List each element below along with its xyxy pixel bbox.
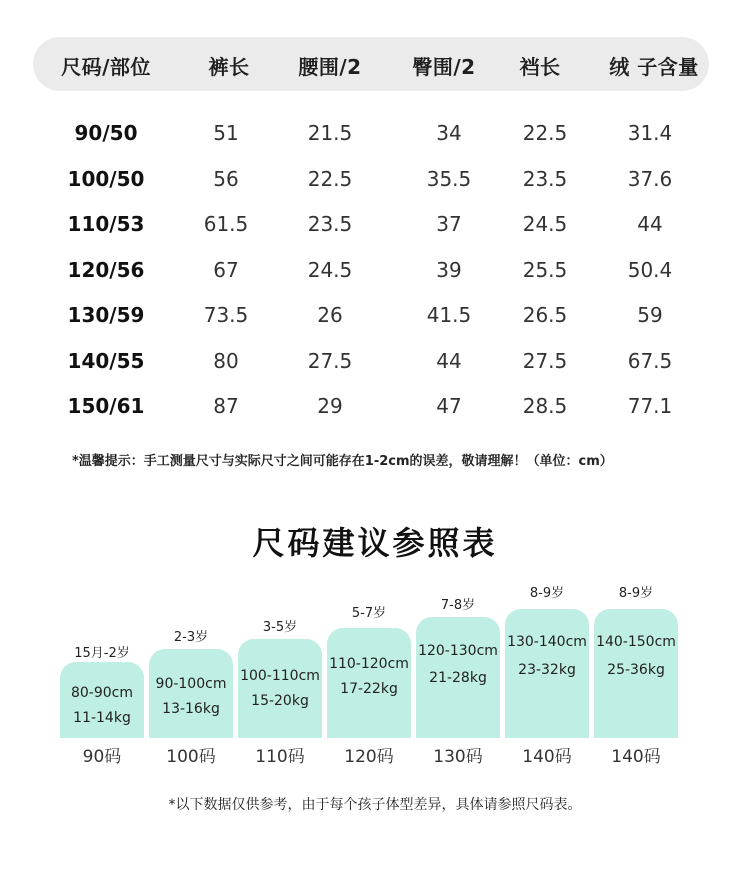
table-cell: 50.4 bbox=[627, 258, 673, 282]
table-cell: 59 bbox=[637, 303, 663, 327]
table-cell: 22.5 bbox=[522, 121, 568, 145]
age-label: 8-9岁 bbox=[529, 586, 565, 601]
height-range: 130-140cm bbox=[507, 634, 587, 650]
size-code-label: 90码 bbox=[82, 747, 122, 767]
table-cell: 35.5 bbox=[426, 167, 472, 191]
age-label: 5-7岁 bbox=[351, 606, 387, 621]
weight-range: 13-16kg bbox=[162, 701, 220, 717]
table-cell: 21.5 bbox=[307, 121, 353, 145]
table-cell: 41.5 bbox=[426, 303, 472, 327]
measurement-note: *温馨提示：手工测量尺寸与实际尺寸之间可能存在1-2cm的误差，敬请理解！（单位：cm） bbox=[72, 454, 613, 469]
table-cell: 87 bbox=[213, 394, 239, 418]
table-cell: 150/61 bbox=[67, 394, 145, 418]
table-cell: 44 bbox=[436, 349, 462, 373]
header-waist: 腰围/2 bbox=[298, 55, 362, 79]
size-code-label: 140码 bbox=[522, 747, 572, 767]
table-cell: 80 bbox=[213, 349, 239, 373]
table-cell: 37.6 bbox=[627, 167, 673, 191]
recommendation-title: 尺码建议参照表 bbox=[252, 524, 498, 562]
header-pants-length: 裤长 bbox=[208, 55, 250, 79]
height-range: 120-130cm bbox=[418, 643, 498, 659]
table-cell: 22.5 bbox=[307, 167, 353, 191]
table-cell: 110/53 bbox=[67, 212, 145, 236]
weight-range: 25-36kg bbox=[607, 662, 665, 678]
header-hip: 臀围/2 bbox=[412, 55, 476, 79]
table-cell: 25.5 bbox=[522, 258, 568, 282]
size-bar bbox=[594, 609, 678, 738]
table-cell: 90/50 bbox=[74, 121, 138, 145]
header-rise: 裆长 bbox=[519, 55, 561, 79]
table-cell: 120/56 bbox=[67, 258, 145, 282]
weight-range: 17-22kg bbox=[340, 681, 398, 697]
weight-range: 15-20kg bbox=[251, 693, 309, 709]
height-range: 110-120cm bbox=[329, 656, 409, 672]
size-bar bbox=[416, 617, 500, 738]
age-label: 15月-2岁 bbox=[74, 646, 130, 661]
table-row bbox=[0, 121, 750, 161]
table-cell: 130/59 bbox=[67, 303, 145, 327]
table-row bbox=[0, 394, 750, 434]
size-code-label: 130码 bbox=[433, 747, 483, 767]
table-cell: 56 bbox=[213, 167, 239, 191]
height-range: 90-100cm bbox=[155, 676, 227, 692]
height-range: 100-110cm bbox=[240, 668, 320, 684]
size-bar bbox=[149, 649, 233, 738]
table-cell: 31.4 bbox=[627, 121, 673, 145]
age-label: 3-5岁 bbox=[262, 620, 298, 635]
table-cell: 67 bbox=[213, 258, 239, 282]
age-label: 2-3岁 bbox=[173, 630, 209, 645]
table-cell: 24.5 bbox=[522, 212, 568, 236]
table-cell: 100/50 bbox=[67, 167, 145, 191]
weight-range: 21-28kg bbox=[429, 670, 487, 686]
table-cell: 27.5 bbox=[522, 349, 568, 373]
height-range: 140-150cm bbox=[596, 634, 676, 650]
table-cell: 47 bbox=[436, 394, 462, 418]
header-size: 尺码/部位 bbox=[61, 55, 151, 79]
table-row bbox=[0, 212, 750, 252]
table-cell: 23.5 bbox=[522, 167, 568, 191]
size-code-label: 120码 bbox=[344, 747, 394, 767]
size-bar bbox=[238, 639, 322, 738]
table-cell: 140/55 bbox=[67, 349, 145, 373]
table-cell: 39 bbox=[436, 258, 462, 282]
table-row bbox=[0, 303, 750, 343]
height-range: 80-90cm bbox=[70, 685, 133, 701]
table-cell: 37 bbox=[436, 212, 462, 236]
size-bar bbox=[505, 609, 589, 738]
table-cell: 28.5 bbox=[522, 394, 568, 418]
table-cell: 26.5 bbox=[522, 303, 568, 327]
table-row bbox=[0, 258, 750, 298]
reference-note: *以下数据仅供参考，由于每个孩子体型差异，具体请参照尺码表。 bbox=[168, 797, 582, 813]
size-code-label: 100码 bbox=[166, 747, 216, 767]
table-cell: 73.5 bbox=[203, 303, 249, 327]
table-cell: 34 bbox=[436, 121, 462, 145]
table-row bbox=[0, 349, 750, 389]
table-cell: 29 bbox=[317, 394, 343, 418]
weight-range: 23-32kg bbox=[518, 662, 576, 678]
age-label: 8-9岁 bbox=[618, 586, 654, 601]
header-fill-content: 绒 子含量 bbox=[609, 55, 699, 79]
table-cell: 44 bbox=[637, 212, 663, 236]
table-cell: 51 bbox=[213, 121, 239, 145]
size-code-label: 140码 bbox=[611, 747, 661, 767]
table-header bbox=[33, 37, 709, 91]
table-cell: 23.5 bbox=[307, 212, 353, 236]
size-bar bbox=[327, 628, 411, 738]
table-cell: 67.5 bbox=[627, 349, 673, 373]
age-label: 7-8岁 bbox=[440, 598, 476, 613]
table-cell: 77.1 bbox=[627, 394, 673, 418]
table-cell: 26 bbox=[317, 303, 343, 327]
table-row bbox=[0, 167, 750, 207]
table-cell: 24.5 bbox=[307, 258, 353, 282]
size-code-label: 110码 bbox=[255, 747, 305, 767]
table-cell: 61.5 bbox=[203, 212, 249, 236]
table-cell: 27.5 bbox=[307, 349, 353, 373]
size-bar bbox=[60, 662, 144, 738]
weight-range: 11-14kg bbox=[73, 710, 131, 726]
